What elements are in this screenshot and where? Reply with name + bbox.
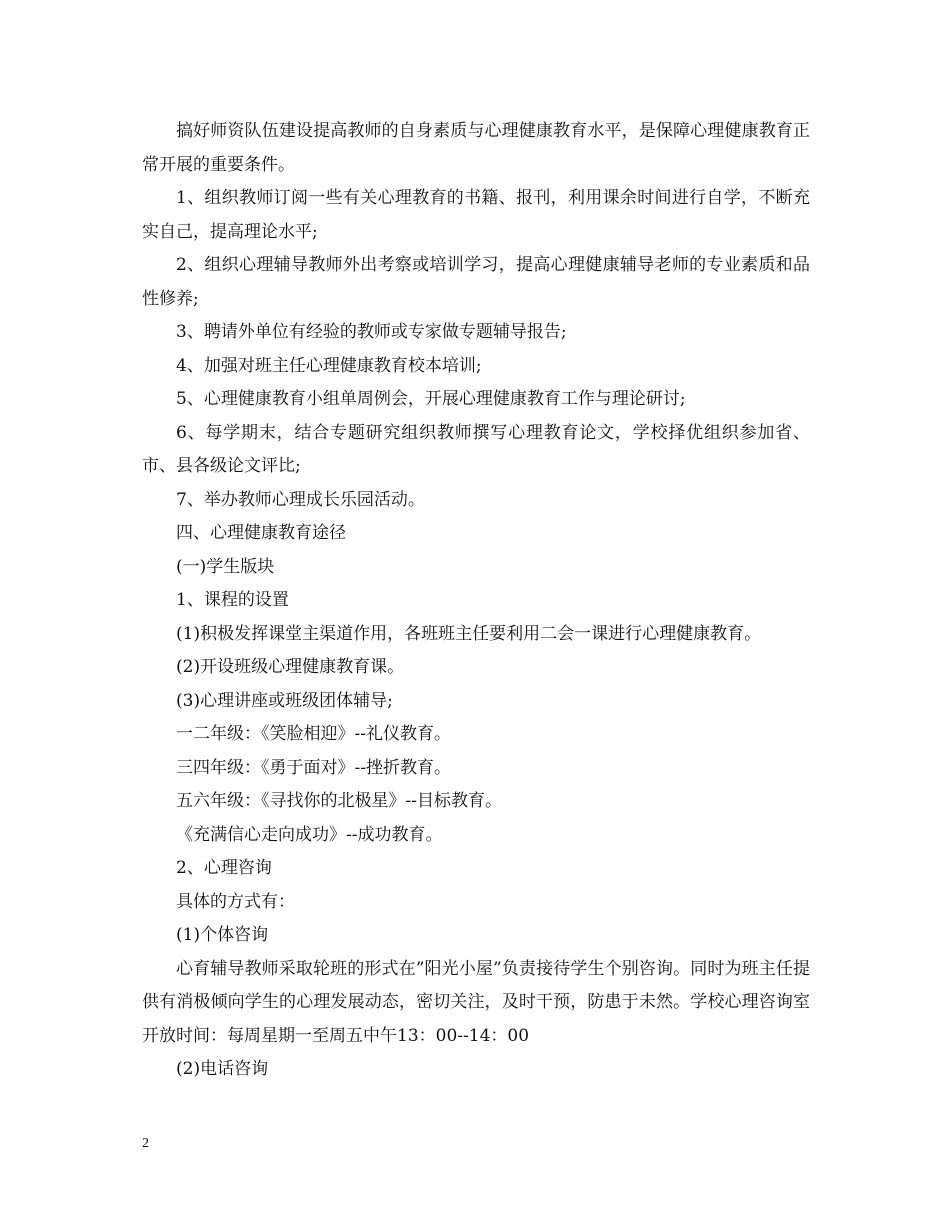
list-item: 3、聘请外单位有经验的教师或专家做专题辅导报告; [176, 322, 567, 342]
list-item: 5、心理健康教育小组单周例会，开展心理健康教育工作与理论研讨; [176, 389, 686, 409]
paragraph: 心育辅导教师采取轮班的形式在”阳光小屋”负责接待学生个别咨询。同时为班主任提供有消极倾向学生的心理发展动态，密切关注，及时干预，防患于未然。学校心理咨询室开放时间：每周星期一至周五中午13：00--14：00 [142, 958, 810, 1046]
document-body [142, 115, 810, 1087]
list-item: 三四年级：《勇于面对》--挫折教育。 [176, 757, 451, 778]
list-item: 五六年级：《寻找你的北极星》--目标教育。 [176, 791, 502, 811]
page-number: 2 [142, 1136, 149, 1151]
item-heading: (1)个体咨询 [176, 925, 269, 945]
item-heading: 2、心理咨询 [176, 858, 272, 878]
list-item: (3)心理讲座或班级团体辅导; [176, 690, 393, 711]
list-item: 6、每学期末，结合专题研究组织教师撰写心理教育论文，学校择优组织参加省、市、县各级论文评比; [142, 422, 810, 476]
paragraph: 具体的方式有： [176, 891, 295, 912]
list-item: 7、举办教师心理成长乐园活动。 [176, 489, 425, 510]
section-heading: 四、心理健康教育途径 [176, 523, 346, 543]
item-heading: 1、课程的设置 [176, 590, 289, 610]
list-item: 4、加强对班主任心理健康教育校本培训; [176, 355, 482, 376]
item-heading: (2)电话咨询 [176, 1059, 269, 1079]
list-item: 2、组织心理辅导教师外出考察或培训学习，提高心理健康辅导老师的专业素质和品性修养; [142, 255, 810, 309]
list-item: 一二年级：《笑脸相迎》--礼仪教育。 [176, 724, 451, 744]
list-item: (1)积极发挥课堂主渠道作用，各班班主任要利用二会一课进行心理健康教育。 [176, 623, 762, 644]
list-item: 1、组织教师订阅一些有关心理教育的书籍、报刊，利用课余时间进行自学，不断充实自己，提高理论水平; [142, 188, 810, 242]
list-item: 《充满信心走向成功》--成功教育。 [176, 824, 443, 845]
paragraph: 搞好师资队伍建设提高教师的自身素质与心理健康教育水平，是保障心理健康教育正常开展的重要条件。 [142, 121, 810, 175]
list-item: (2)开设班级心理健康教育课。 [176, 657, 405, 677]
subsection-heading: (一)学生版块 [176, 556, 275, 577]
